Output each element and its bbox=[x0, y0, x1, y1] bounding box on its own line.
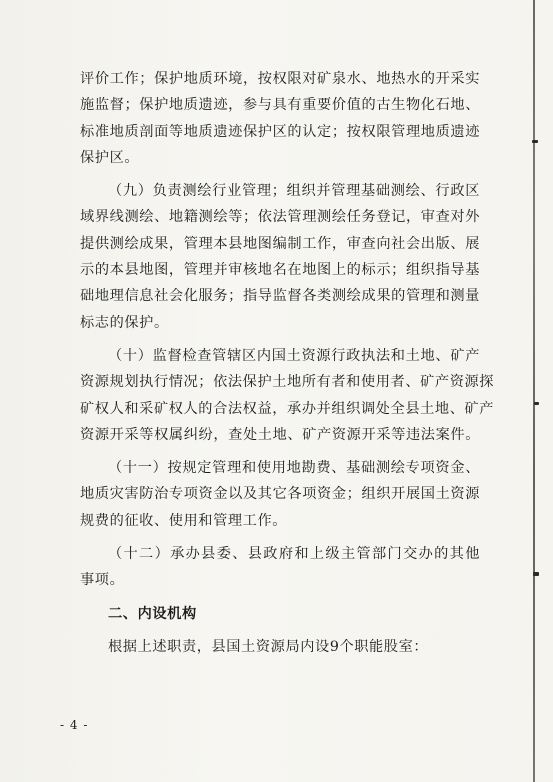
text-line: （十一）按规定管理和使用地勘费、基础测绘专项资金、 bbox=[108, 460, 480, 477]
text-line: 施监督；保护地质遗迹，参与具有重要价值的古生物化石地、 bbox=[80, 97, 480, 114]
scan-edge-line bbox=[533, 0, 535, 782]
text-line: 标志的保护。 bbox=[80, 314, 169, 331]
paragraph-item-9 bbox=[80, 178, 480, 336]
text-line: （十）监督检查管辖区内国土资源行政执法和土地、矿产 bbox=[108, 347, 480, 364]
text-line: 资源规划执行情况；依法保护土地所有者和使用者、矿产资源探 bbox=[80, 374, 495, 391]
text-line: 资源开采等权属纠纷，查处土地、矿产资源开采等违法案件。 bbox=[80, 426, 480, 443]
text-line: 域界线测绘、地籍测绘等；依法管理测绘任务登记，审查对外 bbox=[80, 209, 480, 226]
text-line: 规费的征收、使用和管理工作。 bbox=[80, 512, 288, 529]
text-line: 矿权人和采矿权人的合法权益，承办并组织调处全县土地、矿产 bbox=[80, 400, 495, 417]
section-heading: 二、内设机构 bbox=[108, 605, 197, 622]
text-line: （十二）承办县委、县政府和上级主管部门交办的其他 bbox=[108, 546, 480, 563]
text-line: 提供测绘成果，管理本县地图编制工作，审查向社会出版、展 bbox=[80, 235, 480, 252]
text-line: 标准地质剖面等地质遗迹保护区的认定；按权限管理地质遗迹 bbox=[80, 123, 480, 140]
page-number: - 4 - bbox=[60, 718, 89, 732]
text-line: 保护区。 bbox=[80, 149, 140, 166]
scan-mark bbox=[533, 572, 539, 576]
document-body bbox=[80, 66, 495, 660]
text-line: 事项。 bbox=[80, 572, 125, 589]
text-line: 评价工作；保护地质环境，按权限对矿泉水、地热水的开采实 bbox=[80, 71, 480, 87]
text-line: 地质灾害防治专项资金以及其它各项资金；组织开展国土资源 bbox=[80, 486, 480, 503]
paragraph-item-11 bbox=[80, 455, 480, 534]
text-line: （九）负责测绘行业管理；组织并管理基础测绘、行政区 bbox=[108, 183, 480, 200]
paragraph-item-12 bbox=[80, 541, 480, 594]
text-line: 示的本县地图，管理并审核地名在地图上的标示；组织指导基 bbox=[80, 262, 480, 279]
section-intro-text: 根据上述职责，县国土资源局内设9个职能股室： bbox=[108, 638, 429, 655]
scan-mark bbox=[532, 140, 538, 143]
scan-mark bbox=[534, 402, 539, 405]
text-line: 础地理信息社会化服务；指导监督各类测绘成果的管理和测量 bbox=[80, 288, 480, 305]
paragraph-continuation bbox=[80, 66, 480, 171]
paragraph-item-10 bbox=[80, 343, 495, 448]
